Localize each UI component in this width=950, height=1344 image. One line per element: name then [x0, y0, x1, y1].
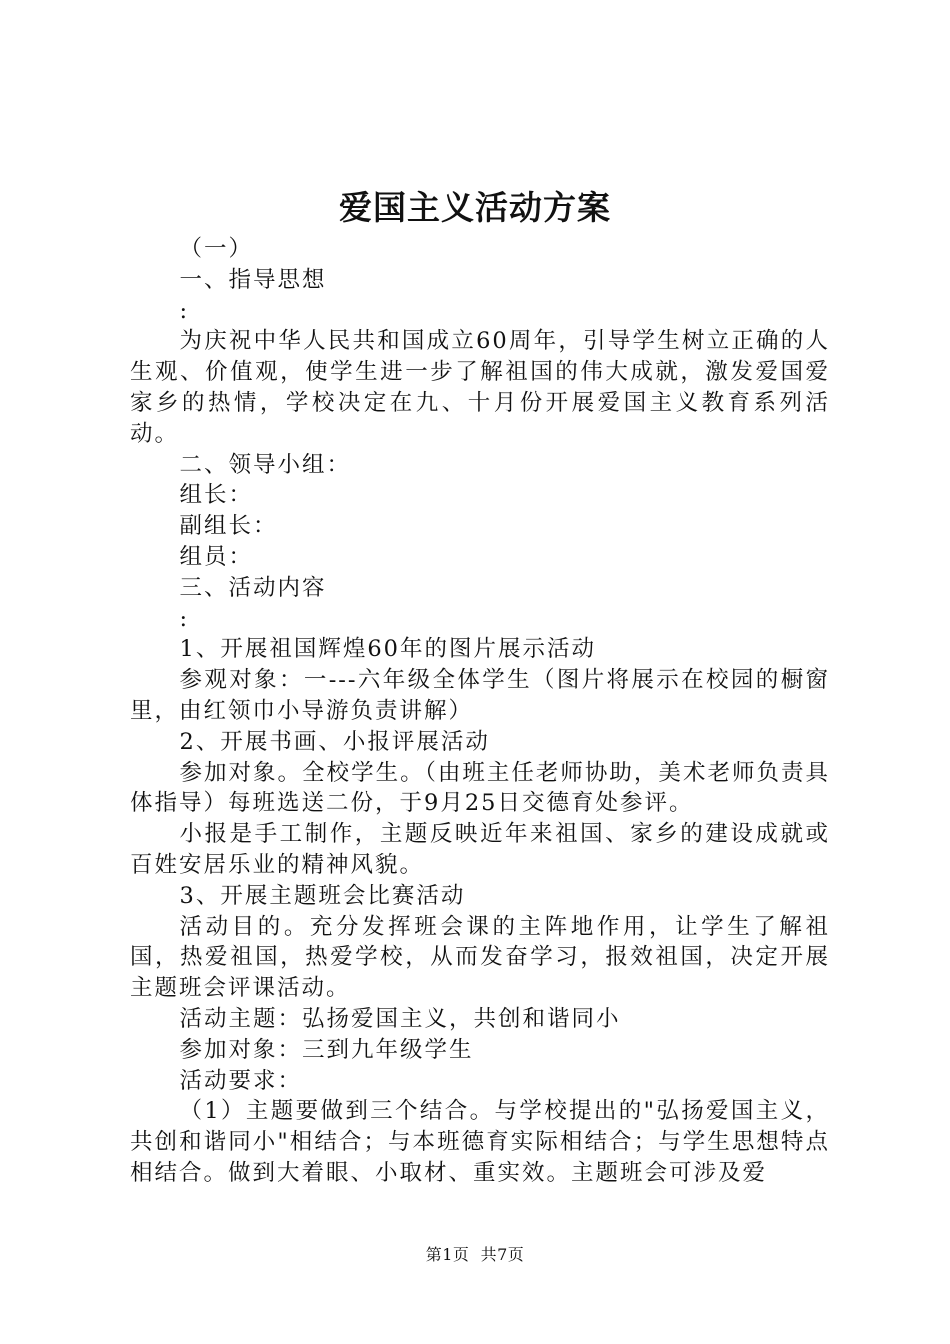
item-class-meeting: 3、开展主题班会比赛活动: [179, 882, 466, 909]
document-title: 爱国主义活动方案: [339, 188, 611, 227]
section-marker: （一）: [179, 236, 254, 262]
paragraph-participants: 参加对象。全校学生。（由班主任老师协助，美术老师负责具体指导）每班选送二份，于9月25日交德育处参评。: [130, 759, 830, 817]
paragraph-purpose: 为庆祝中华人民共和国成立60周年，引导学生树立正确的人生观、价值观，使学生进一步了解祖国的伟大成就，激发爱国爱家乡的热情，学校决定在九、十月份开展爱国主义教育系列活动。: [130, 328, 830, 447]
paragraph-visit-target: 参观对象：一---六年级全体学生（图片将展示在校园的橱窗里，由红领巾小导游负责讲解）: [130, 667, 830, 724]
leader-line: 组长：: [179, 482, 254, 509]
page-number: 第1页 共7页: [425, 1245, 525, 1264]
members-line: 组员：: [179, 543, 254, 570]
paragraph-newspaper-theme: 小报是手工制作，主题反映近年来祖国、家乡的建设成就或百姓安居乐业的精神风貌。: [130, 821, 830, 878]
page-footer: [0, 1244, 950, 1266]
paragraph-activity-theme: 活动主题：弘扬爱国主义，共创和谐同小: [179, 1005, 621, 1032]
deputy-leader-line: 副组长：: [179, 513, 278, 540]
heading-activity-content: 三、活动内容: [179, 574, 327, 601]
paragraph-activity-purpose: 活动目的。充分发挥班会课的主阵地作用，让学生了解祖国，热爱祖国，热爱学校，从而发奋学习，报效祖国，决定开展主题班会评课活动。: [130, 913, 830, 1002]
paragraph-participant-grades: 参加对象：三到九年级学生: [179, 1036, 474, 1063]
paragraph-requirement-1: （1）主题要做到三个结合。与学校提出的"弘扬爱国主义，共创和谐同小"相结合；与本班德育实际相结合；与学生思想特点相结合。做到大着眼、小取材、重实效。主题班会可涉及爱: [130, 1098, 830, 1186]
heading-colon: :: [179, 605, 190, 632]
heading-guiding-ideology: 一、指导思想: [179, 266, 327, 293]
heading-colon: :: [179, 297, 190, 324]
paragraph-requirements-heading: 活动要求：: [179, 1067, 303, 1094]
document-body: [130, 234, 830, 1189]
item-photo-exhibition: 1、开展祖国辉煌60年的图片展示活动: [179, 636, 596, 663]
heading-leadership-group: 二、领导小组：: [179, 451, 352, 478]
item-art-newspaper: 2、开展书画、小报评展活动: [179, 728, 490, 755]
